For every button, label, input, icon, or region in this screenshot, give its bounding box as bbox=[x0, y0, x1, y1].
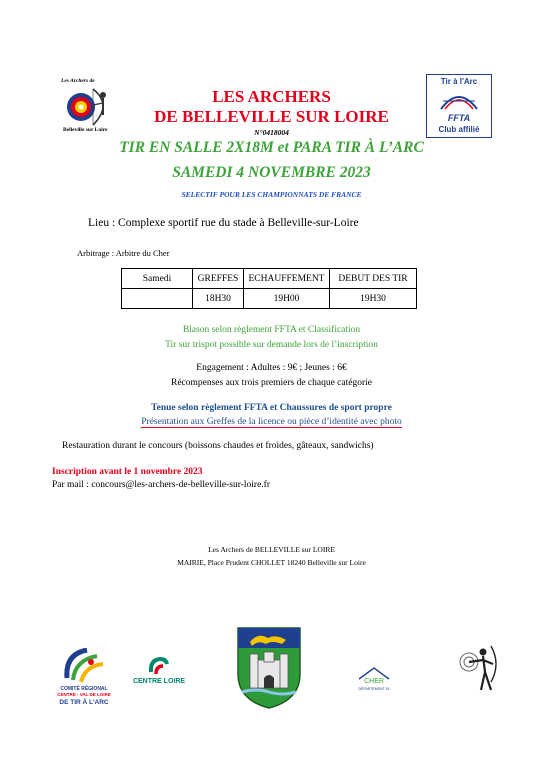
table-header-cell: GREFFES bbox=[193, 269, 244, 289]
cher-sub-label: DÉPARTEMENT 18 bbox=[358, 687, 390, 691]
credit-agricole-label: CENTRE LOIRE bbox=[132, 678, 186, 685]
credit-agricole-icon bbox=[148, 656, 170, 676]
club-number: N°0418004 bbox=[254, 128, 289, 137]
target-rule-text: Blason selon règlement FFTA et Classification bbox=[182, 325, 361, 335]
comite-line3: DE TIR À L'ARC bbox=[59, 699, 109, 706]
organizer-address: MAIRIE, Place Prudent CHOLLET 18240 Belleville sur Loire bbox=[177, 558, 366, 567]
page-title-line2: DE BELLEVILLE SUR LOIRE bbox=[154, 107, 389, 126]
cher-label: CHER bbox=[364, 678, 384, 685]
club-logo-top-text: Les Archers de bbox=[61, 78, 95, 84]
archer-silhouette-icon bbox=[455, 642, 500, 694]
ffta-mid-text: FFTA bbox=[447, 113, 471, 123]
comite-archer-icon bbox=[61, 648, 105, 684]
club-logo-bottom-text: Belleville sur Loire bbox=[63, 127, 108, 133]
page-title-line1: LES ARCHERS bbox=[212, 87, 331, 106]
city-coat-of-arms-icon bbox=[236, 626, 302, 710]
organizer-name: Les Archers de BELLEVILLE sur LOIRE bbox=[208, 545, 335, 554]
registration-deadline: Inscription avant le 1 novembre 2023 bbox=[52, 467, 203, 477]
fees-text: Engagement : Adultes : 9€ ; Jeunes : 6€ bbox=[196, 363, 347, 373]
table-header-cell: DEBUT DES TIR bbox=[330, 269, 417, 289]
awards-text: Récompenses aux trois premiers de chaque catégorie bbox=[170, 378, 372, 388]
table-cell: 19H00 bbox=[244, 289, 330, 309]
table-header-cell: ECHAUFFEMENT bbox=[244, 269, 330, 289]
table-row bbox=[122, 269, 417, 289]
event-date: SAMEDI 4 NOVEMBRE 2023 bbox=[172, 164, 371, 181]
id-requirement bbox=[0, 417, 543, 427]
comite-line1: COMITÉ RÉGIONAL bbox=[60, 686, 108, 692]
comite-line2: CENTRE - VAL DE LOIRE bbox=[57, 692, 111, 697]
venue-text: Lieu : Complexe sportif rue du stade à Belleville-sur-Loire bbox=[88, 217, 359, 229]
comite-regional-logo bbox=[53, 648, 113, 713]
credit-agricole-logo bbox=[128, 656, 190, 696]
selectif-note: SELECTIF POUR LES CHAMPIONNATS DE FRANCE bbox=[181, 190, 362, 199]
referee-text: Arbitrage : Arbitre du Cher bbox=[77, 248, 170, 258]
dress-code-text: Tenue selon règlement FFTA et Chaussures de sport propre bbox=[151, 403, 392, 413]
table-cell bbox=[122, 289, 193, 309]
trispot-text: Tir sur trispot possible sur demande lors de l’inscription bbox=[165, 340, 378, 350]
id-requirement-text: Présentation aux Greffes de la licence ou pièce d’identité avec photo bbox=[141, 417, 402, 427]
table-cell: 18H30 bbox=[193, 289, 244, 309]
catering-text: Restauration durant le concours (boissons chaudes et froides, gâteaux, sandwichs) bbox=[62, 441, 374, 451]
table-header-cell: Samedi bbox=[122, 269, 193, 289]
schedule-table bbox=[121, 268, 417, 309]
ffta-top-text: Tir à l'Arc bbox=[440, 77, 478, 86]
event-title: TIR EN SALLE 2X18M et PARA TIR À L’ARC bbox=[119, 139, 424, 156]
cher-departement-logo bbox=[353, 666, 395, 700]
ffta-bottom-text: Club affilié bbox=[438, 125, 480, 134]
table-row bbox=[122, 289, 417, 309]
registration-email[interactable]: Par mail : concours@les-archers-de-belleville-sur-loire.fr bbox=[52, 480, 270, 490]
table-cell: 19H30 bbox=[330, 289, 417, 309]
